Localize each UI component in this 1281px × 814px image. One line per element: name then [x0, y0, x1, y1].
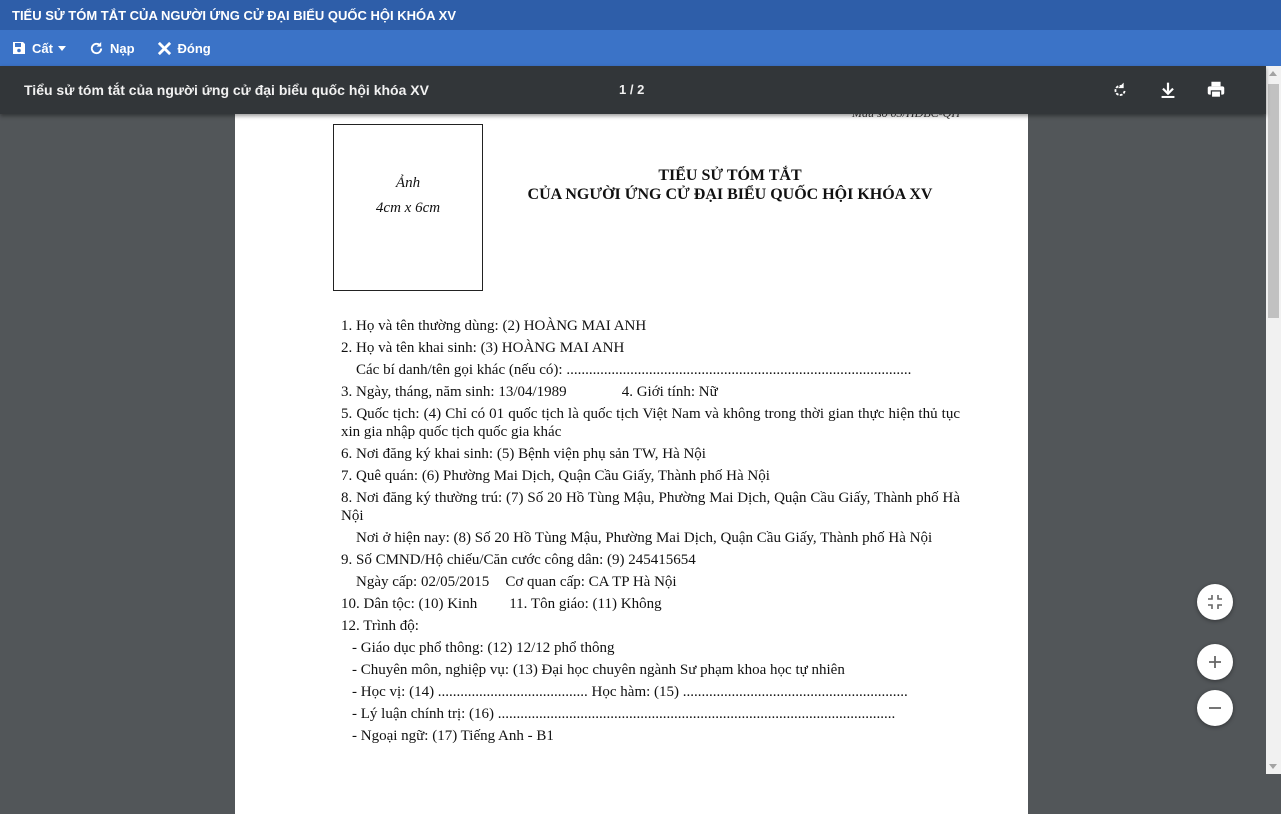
line-6: 6. Nơi đăng ký khai sinh: (5) Bệnh viện phụ sản TW, Hà Nội [341, 446, 706, 462]
line-11: 11. Tôn giáo: (11) Không [509, 596, 662, 612]
close-button[interactable] [157, 41, 211, 56]
line-9b-9c [341, 573, 960, 591]
zoom-in-button[interactable] [1197, 644, 1233, 680]
line-12d: - Lý luận chính trị: (16) .......................................................................................................... [352, 706, 896, 722]
heading-line-2: CỦA NGƯỜI ỨNG CỬ ĐẠI BIỂU QUỐC HỘI KHÓA XV [527, 186, 933, 203]
line-8b: Nơi ở hiện nay: (8) Số 20 Hồ Tùng Mậu, Phường Mai Dịch, Quận Cầu Giấy, Thành phố Hà Nội [356, 530, 933, 546]
line-8: 8. Nơi đăng ký thường trú: (7) Số 20 Hồ Tùng Mậu, Phường Mai Dịch, Quận Cầu Giấy, Thành phố Hà Nội [341, 490, 960, 524]
zoom-out-button[interactable] [1197, 690, 1233, 726]
line-3-4 [341, 383, 960, 401]
line-2b: Các bí danh/tên gọi khác (nếu có): ............................................................................................ [356, 362, 912, 378]
toolbar [0, 30, 1281, 66]
photo-size: 4cm x 6cm [375, 200, 441, 216]
heading-line-1: TIỂU SỬ TÓM TẮT [658, 167, 802, 184]
page-indicator: 1 / 2 [619, 82, 645, 97]
save-label: Cất [32, 40, 53, 56]
pdf-viewport[interactable] [0, 114, 1266, 774]
line-7: 7. Quê quán: (6) Phường Mai Dịch, Quận Cầu Giấy, Thành phố Hà Nội [341, 468, 770, 484]
chevron-down-icon [57, 43, 67, 53]
line-9c: Cơ quan cấp: CA TP Hà Nội [505, 574, 677, 590]
close-x-icon [157, 41, 172, 56]
window-title: TIỂU SỬ TÓM TẮT CỦA NGƯỜI ỨNG CỬ ĐẠI BIỂU QUỐC HỘI KHÓA XV [0, 0, 1281, 30]
scroll-down-arrow[interactable] [1269, 764, 1277, 769]
scrollbar-thumb[interactable] [1268, 84, 1279, 318]
rotate-icon[interactable] [1109, 79, 1131, 101]
floppy-icon [12, 41, 26, 55]
pdf-page [235, 114, 1028, 814]
line-12a: - Giáo dục phổ thông: (12) 12/12 phổ thông [352, 640, 615, 656]
line-5: 5. Quốc tịch: (4) Chỉ có 01 quốc tịch là quốc tịch Việt Nam và không trong thời gian thực hiện thủ tục xin gia nhập quốc tịch quốc gia khác [341, 406, 960, 440]
line-10-11 [341, 595, 960, 613]
document-body [341, 317, 960, 749]
plus-icon [1208, 655, 1222, 669]
line-12: 12. Trình độ: [341, 618, 419, 634]
line-12b: - Chuyên môn, nghiệp vụ: (13) Đại học chuyên ngành Sư phạm khoa học tự nhiên [352, 662, 845, 678]
scroll-up-arrow[interactable] [1269, 71, 1277, 76]
minus-icon [1208, 701, 1222, 715]
line-12c: - Học vị: (14) ........................................ Học hàm: (15) ............................................................ [352, 684, 908, 700]
reload-button[interactable] [89, 41, 135, 56]
document-title: Tiểu sử tóm tắt của người ứng cử đại biểu quốc hội khóa XV [24, 82, 429, 98]
save-button[interactable] [12, 41, 67, 56]
fit-page-icon [1207, 594, 1223, 610]
print-icon[interactable] [1205, 79, 1227, 101]
line-1: 1. Họ và tên thường dùng: (2) HOÀNG MAI ANH [341, 318, 647, 334]
line-12e: - Ngoại ngữ: (17) Tiếng Anh - B1 [352, 728, 554, 744]
photo-label: Ảnh [395, 175, 421, 191]
refresh-icon [89, 41, 104, 56]
photo-box [333, 124, 483, 291]
close-label: Đóng [177, 40, 211, 56]
line-10: 10. Dân tộc: (10) Kinh [341, 596, 478, 612]
document-heading [495, 166, 965, 204]
pdf-viewer-toolbar [0, 66, 1266, 114]
line-2: 2. Họ và tên khai sinh: (3) HOÀNG MAI ANH [341, 340, 625, 356]
line-4: 4. Giới tính: Nữ [621, 384, 718, 400]
reload-label: Nạp [109, 40, 135, 56]
download-icon[interactable] [1157, 79, 1179, 101]
line-9: 9. Số CMND/Hộ chiếu/Căn cước công dân: (9) 245415654 [341, 552, 696, 568]
line-9b: Ngày cấp: 02/05/2015 [356, 574, 490, 590]
fit-page-button[interactable] [1197, 584, 1233, 620]
line-3: 3. Ngày, tháng, năm sinh: 13/04/1989 [341, 384, 567, 400]
